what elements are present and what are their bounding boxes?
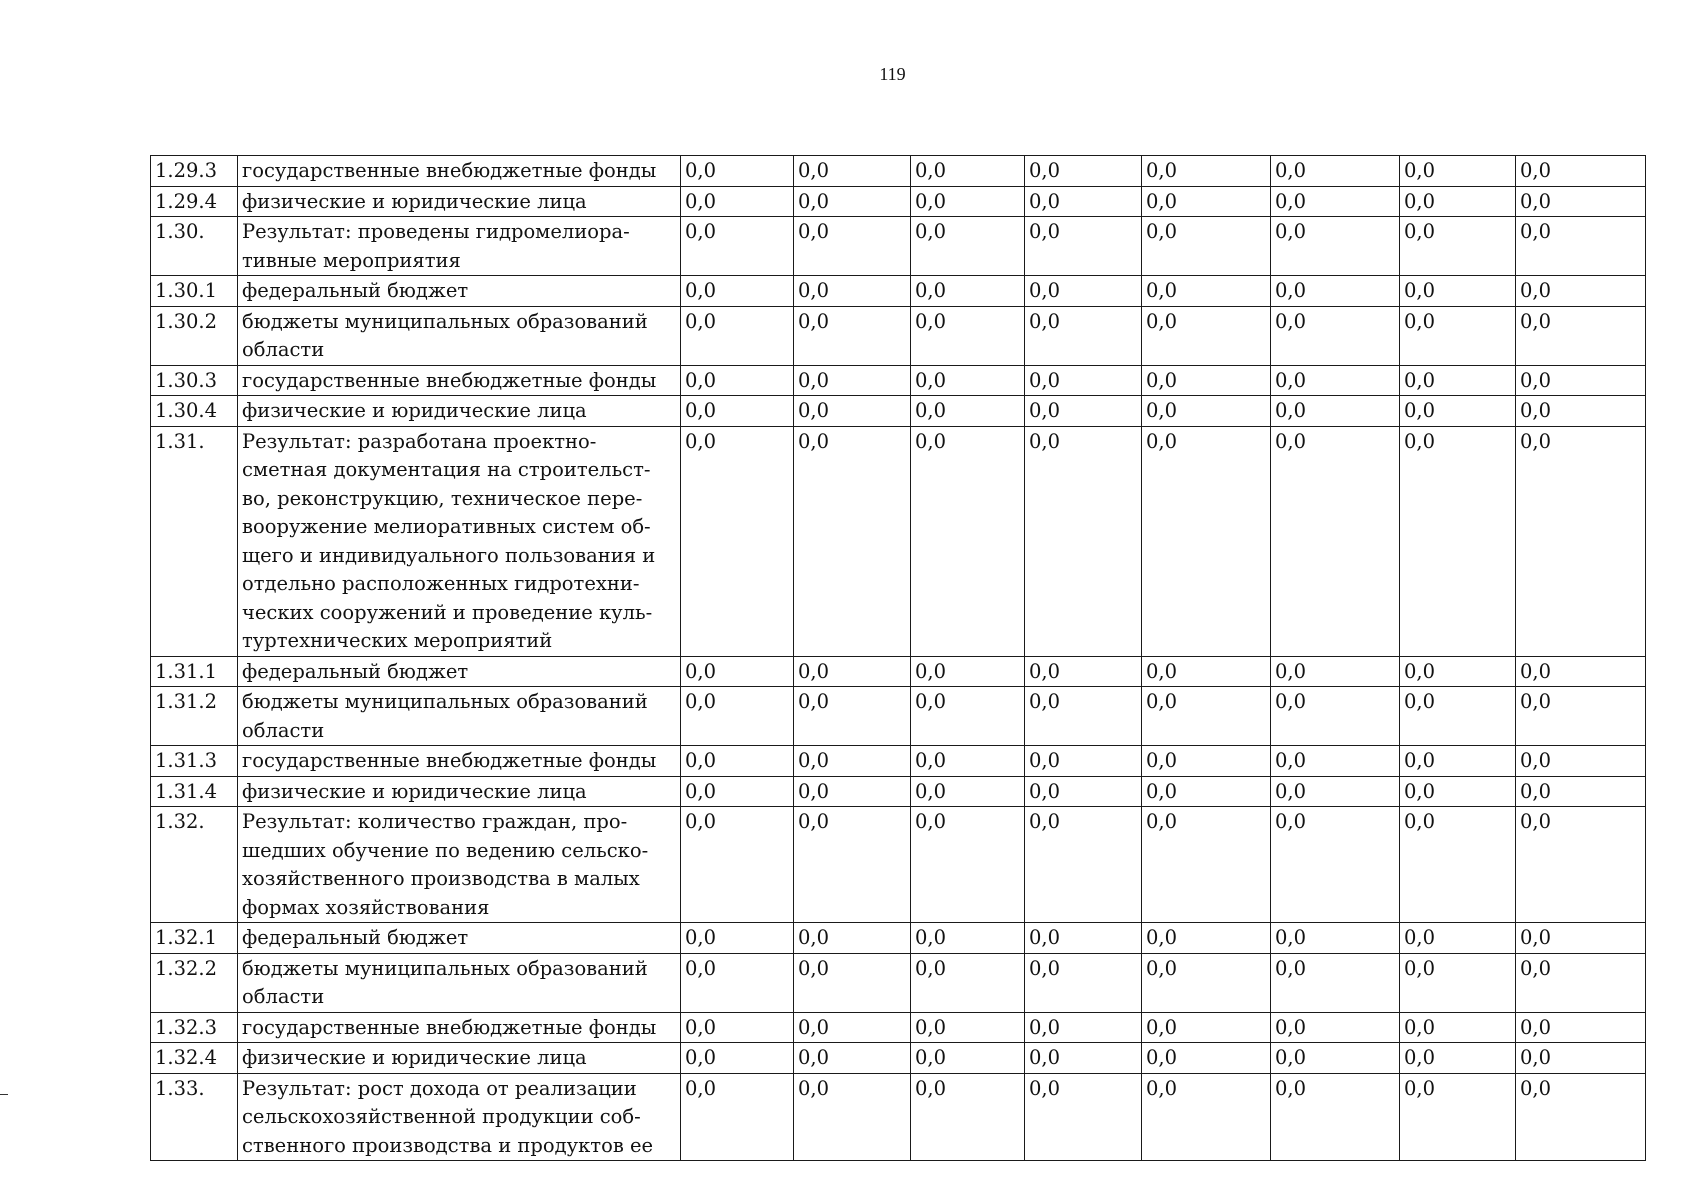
row-value: 0,0 xyxy=(1025,426,1142,656)
row-value: 0,0 xyxy=(1025,156,1142,187)
row-value: 0,0 xyxy=(1025,807,1142,923)
row-value: 0,0 xyxy=(1025,746,1142,777)
row-description: бюджеты муниципальных образований области xyxy=(238,306,681,365)
table-row xyxy=(151,923,1646,954)
row-value: 0,0 xyxy=(794,807,911,923)
row-value: 0,0 xyxy=(911,396,1025,427)
row-description: физические и юридические лица xyxy=(238,776,681,807)
row-value: 0,0 xyxy=(794,923,911,954)
row-value: 0,0 xyxy=(681,396,794,427)
row-value: 0,0 xyxy=(1400,656,1516,687)
row-value: 0,0 xyxy=(1142,687,1271,746)
table-row xyxy=(151,217,1646,276)
row-code: 1.30.2 xyxy=(151,306,238,365)
row-value: 0,0 xyxy=(1516,807,1646,923)
row-value: 0,0 xyxy=(1025,1043,1142,1074)
row-value: 0,0 xyxy=(1142,1043,1271,1074)
row-value: 0,0 xyxy=(681,1012,794,1043)
row-value: 0,0 xyxy=(681,807,794,923)
row-value: 0,0 xyxy=(1271,217,1400,276)
row-description: физические и юридические лица xyxy=(238,1043,681,1074)
row-value: 0,0 xyxy=(911,306,1025,365)
row-value: 0,0 xyxy=(911,1043,1025,1074)
row-value: 0,0 xyxy=(911,953,1025,1012)
row-code: 1.30. xyxy=(151,217,238,276)
row-code: 1.31.4 xyxy=(151,776,238,807)
row-value: 0,0 xyxy=(1142,953,1271,1012)
row-value: 0,0 xyxy=(911,746,1025,777)
row-value: 0,0 xyxy=(1142,656,1271,687)
row-description: физические и юридические лица xyxy=(238,396,681,427)
row-code: 1.29.3 xyxy=(151,156,238,187)
table-row xyxy=(151,276,1646,307)
row-value: 0,0 xyxy=(1142,1073,1271,1161)
row-code: 1.29.4 xyxy=(151,186,238,217)
table-body xyxy=(151,156,1646,1161)
row-value: 0,0 xyxy=(1142,923,1271,954)
row-value: 0,0 xyxy=(794,1073,911,1161)
row-description: государственные внебюджетные фонды xyxy=(238,746,681,777)
row-value: 0,0 xyxy=(681,426,794,656)
row-value: 0,0 xyxy=(1271,807,1400,923)
row-value: 0,0 xyxy=(1025,1012,1142,1043)
table-row xyxy=(151,746,1646,777)
row-value: 0,0 xyxy=(1142,396,1271,427)
row-value: 0,0 xyxy=(1516,426,1646,656)
row-code: 1.32.4 xyxy=(151,1043,238,1074)
row-value: 0,0 xyxy=(1271,1073,1400,1161)
row-value: 0,0 xyxy=(1142,217,1271,276)
row-code: 1.30.3 xyxy=(151,365,238,396)
row-value: 0,0 xyxy=(1271,156,1400,187)
row-value: 0,0 xyxy=(1271,306,1400,365)
row-value: 0,0 xyxy=(911,365,1025,396)
row-value: 0,0 xyxy=(911,217,1025,276)
row-code: 1.32.2 xyxy=(151,953,238,1012)
row-value: 0,0 xyxy=(1271,1012,1400,1043)
row-value: 0,0 xyxy=(794,687,911,746)
row-value: 0,0 xyxy=(794,656,911,687)
row-value: 0,0 xyxy=(1400,953,1516,1012)
row-value: 0,0 xyxy=(1400,687,1516,746)
row-value: 0,0 xyxy=(1271,746,1400,777)
table-row xyxy=(151,776,1646,807)
row-value: 0,0 xyxy=(1400,426,1516,656)
row-value: 0,0 xyxy=(681,746,794,777)
row-description: физические и юридические лица xyxy=(238,186,681,217)
row-value: 0,0 xyxy=(794,1043,911,1074)
table-row xyxy=(151,1012,1646,1043)
row-code: 1.31.3 xyxy=(151,746,238,777)
row-value: 0,0 xyxy=(1516,186,1646,217)
row-value: 0,0 xyxy=(911,687,1025,746)
row-value: 0,0 xyxy=(1400,276,1516,307)
row-value: 0,0 xyxy=(681,656,794,687)
row-description: Результат: разработана проектно-сметная документация на строительст-во, реконструкцию, техническое пере-вооружение мелиоративных систем об-щего и индивидуального пользования и отдельно расположенных гидротехни-ческих сооружений и проведение куль-туртехнических мероприятий xyxy=(238,426,681,656)
row-value: 0,0 xyxy=(1516,306,1646,365)
table-row xyxy=(151,1073,1646,1161)
table-row xyxy=(151,186,1646,217)
row-value: 0,0 xyxy=(794,365,911,396)
row-value: 0,0 xyxy=(1271,923,1400,954)
row-value: 0,0 xyxy=(681,365,794,396)
row-value: 0,0 xyxy=(1142,776,1271,807)
row-value: 0,0 xyxy=(1516,365,1646,396)
row-value: 0,0 xyxy=(1271,953,1400,1012)
row-value: 0,0 xyxy=(1025,217,1142,276)
row-value: 0,0 xyxy=(794,953,911,1012)
row-value: 0,0 xyxy=(1142,306,1271,365)
table-row xyxy=(151,807,1646,923)
row-value: 0,0 xyxy=(1400,156,1516,187)
row-value: 0,0 xyxy=(1142,807,1271,923)
row-value: 0,0 xyxy=(911,656,1025,687)
row-value: 0,0 xyxy=(911,426,1025,656)
row-value: 0,0 xyxy=(911,807,1025,923)
row-value: 0,0 xyxy=(1025,656,1142,687)
row-value: 0,0 xyxy=(1400,776,1516,807)
row-value: 0,0 xyxy=(1516,396,1646,427)
row-value: 0,0 xyxy=(794,396,911,427)
row-value: 0,0 xyxy=(1271,776,1400,807)
row-value: 0,0 xyxy=(1516,1073,1646,1161)
row-value: 0,0 xyxy=(1271,426,1400,656)
row-value: 0,0 xyxy=(1271,365,1400,396)
row-value: 0,0 xyxy=(794,156,911,187)
row-value: 0,0 xyxy=(794,1012,911,1043)
row-value: 0,0 xyxy=(1516,276,1646,307)
row-value: 0,0 xyxy=(1516,953,1646,1012)
row-value: 0,0 xyxy=(1025,365,1142,396)
row-value: 0,0 xyxy=(1516,1012,1646,1043)
row-value: 0,0 xyxy=(1271,276,1400,307)
row-value: 0,0 xyxy=(1025,923,1142,954)
row-value: 0,0 xyxy=(911,156,1025,187)
row-value: 0,0 xyxy=(1142,186,1271,217)
row-value: 0,0 xyxy=(1025,276,1142,307)
row-value: 0,0 xyxy=(1516,656,1646,687)
row-value: 0,0 xyxy=(1516,746,1646,777)
table-row xyxy=(151,365,1646,396)
row-value: 0,0 xyxy=(681,276,794,307)
row-code: 1.30.4 xyxy=(151,396,238,427)
row-value: 0,0 xyxy=(911,276,1025,307)
row-value: 0,0 xyxy=(681,1073,794,1161)
table-row xyxy=(151,396,1646,427)
row-value: 0,0 xyxy=(1142,276,1271,307)
row-value: 0,0 xyxy=(1400,1012,1516,1043)
row-value: 0,0 xyxy=(1516,1043,1646,1074)
row-value: 0,0 xyxy=(1400,1073,1516,1161)
row-value: 0,0 xyxy=(1516,776,1646,807)
row-description: государственные внебюджетные фонды xyxy=(238,156,681,187)
row-value: 0,0 xyxy=(911,1073,1025,1161)
row-value: 0,0 xyxy=(1142,365,1271,396)
row-value: 0,0 xyxy=(1025,396,1142,427)
row-code: 1.32. xyxy=(151,807,238,923)
table-row xyxy=(151,306,1646,365)
row-value: 0,0 xyxy=(1142,426,1271,656)
table-row xyxy=(151,156,1646,187)
row-value: 0,0 xyxy=(681,1043,794,1074)
row-value: 0,0 xyxy=(1400,306,1516,365)
row-description: государственные внебюджетные фонды xyxy=(238,1012,681,1043)
row-value: 0,0 xyxy=(1400,923,1516,954)
row-description: Результат: рост дохода от реализации сельскохозяйственной продукции соб-ственного производства и продуктов ее xyxy=(238,1073,681,1161)
row-value: 0,0 xyxy=(1400,365,1516,396)
row-value: 0,0 xyxy=(1025,186,1142,217)
row-code: 1.32.1 xyxy=(151,923,238,954)
row-value: 0,0 xyxy=(681,776,794,807)
table-row xyxy=(151,1043,1646,1074)
row-value: 0,0 xyxy=(681,953,794,1012)
table-row xyxy=(151,953,1646,1012)
row-value: 0,0 xyxy=(1142,1012,1271,1043)
table-row xyxy=(151,656,1646,687)
row-code: 1.30.1 xyxy=(151,276,238,307)
row-value: 0,0 xyxy=(1271,1043,1400,1074)
row-value: 0,0 xyxy=(1025,1073,1142,1161)
row-value: 0,0 xyxy=(1400,1043,1516,1074)
row-code: 1.31.1 xyxy=(151,656,238,687)
row-code: 1.31. xyxy=(151,426,238,656)
row-value: 0,0 xyxy=(1400,396,1516,427)
scan-mark xyxy=(0,1094,8,1095)
page-number: 119 xyxy=(879,64,906,84)
row-value: 0,0 xyxy=(1400,217,1516,276)
row-value: 0,0 xyxy=(1025,687,1142,746)
row-value: 0,0 xyxy=(681,186,794,217)
row-value: 0,0 xyxy=(911,1012,1025,1043)
row-value: 0,0 xyxy=(794,186,911,217)
row-value: 0,0 xyxy=(911,186,1025,217)
row-description: федеральный бюджет xyxy=(238,276,681,307)
row-value: 0,0 xyxy=(1025,306,1142,365)
row-value: 0,0 xyxy=(1271,656,1400,687)
row-value: 0,0 xyxy=(1142,156,1271,187)
row-value: 0,0 xyxy=(1025,953,1142,1012)
row-description: федеральный бюджет xyxy=(238,656,681,687)
row-description: федеральный бюджет xyxy=(238,923,681,954)
row-value: 0,0 xyxy=(794,746,911,777)
row-code: 1.31.2 xyxy=(151,687,238,746)
row-value: 0,0 xyxy=(1516,923,1646,954)
row-value: 0,0 xyxy=(911,776,1025,807)
table-row xyxy=(151,426,1646,656)
row-value: 0,0 xyxy=(794,426,911,656)
row-value: 0,0 xyxy=(1142,746,1271,777)
row-value: 0,0 xyxy=(911,923,1025,954)
row-description: государственные внебюджетные фонды xyxy=(238,365,681,396)
row-value: 0,0 xyxy=(681,156,794,187)
row-value: 0,0 xyxy=(681,217,794,276)
row-value: 0,0 xyxy=(681,306,794,365)
row-value: 0,0 xyxy=(681,923,794,954)
row-value: 0,0 xyxy=(1400,807,1516,923)
row-description: Результат: количество граждан, про-шедших обучение по ведению сельско-хозяйственного производства в малых формах хозяйствования xyxy=(238,807,681,923)
budget-table xyxy=(150,155,1646,1161)
row-value: 0,0 xyxy=(794,276,911,307)
row-value: 0,0 xyxy=(794,217,911,276)
row-value: 0,0 xyxy=(1516,217,1646,276)
row-code: 1.33. xyxy=(151,1073,238,1161)
row-description: бюджеты муниципальных образований области xyxy=(238,953,681,1012)
row-value: 0,0 xyxy=(1271,687,1400,746)
row-value: 0,0 xyxy=(1025,776,1142,807)
row-value: 0,0 xyxy=(1400,186,1516,217)
row-value: 0,0 xyxy=(1516,156,1646,187)
row-value: 0,0 xyxy=(1271,396,1400,427)
row-code: 1.32.3 xyxy=(151,1012,238,1043)
row-value: 0,0 xyxy=(1400,746,1516,777)
row-value: 0,0 xyxy=(794,776,911,807)
row-description: бюджеты муниципальных образований области xyxy=(238,687,681,746)
row-value: 0,0 xyxy=(794,306,911,365)
row-value: 0,0 xyxy=(681,687,794,746)
row-description: Результат: проведены гидромелиора-тивные мероприятия xyxy=(238,217,681,276)
row-value: 0,0 xyxy=(1516,687,1646,746)
table-row xyxy=(151,687,1646,746)
row-value: 0,0 xyxy=(1271,186,1400,217)
